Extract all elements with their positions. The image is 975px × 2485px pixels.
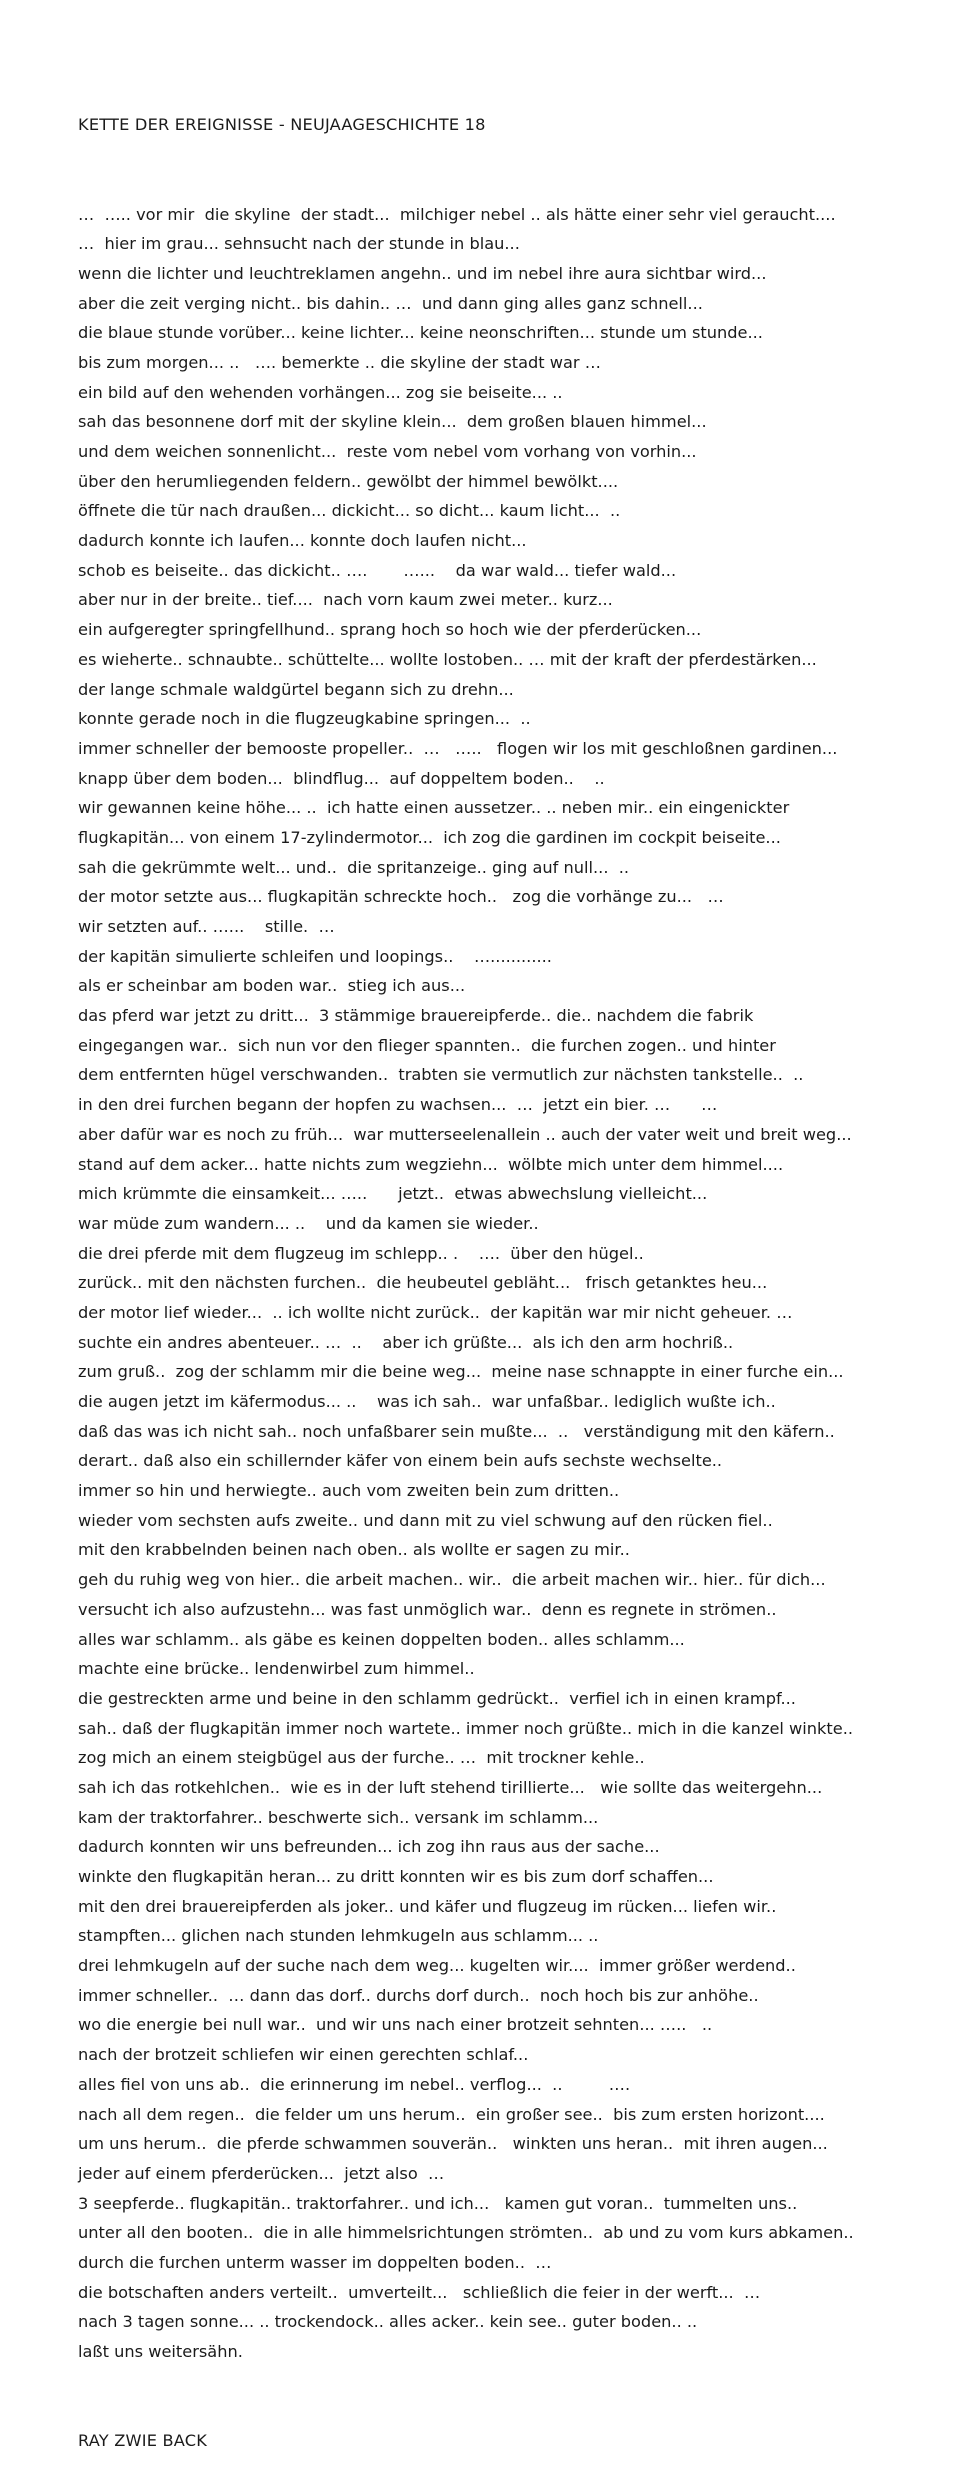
text-line: in den drei furchen begann der hopfen zu wachsen... … jetzt ein bier. … …	[78, 1095, 718, 1115]
text-line: zum gruß.. zog der schlamm mir die beine weg... meine nase schnappte in einer furche ein...	[78, 1362, 844, 1382]
text-line: stampften... glichen nach stunden lehmkugeln aus schlamm... ..	[78, 1926, 599, 1946]
text-line: sah das besonnene dorf mit der skyline klein... dem großen blauen himmel...	[78, 412, 707, 432]
story-document	[78, 51, 955, 2485]
text-line: der motor lief wieder... .. ich wollte nicht zurück.. der kapitän war mir nicht geheuer. …	[78, 1302, 793, 1322]
text-line: immer schneller.. … dann das dorf.. durchs dorf durch.. noch hoch bis zur anhöhe..	[78, 1985, 759, 2005]
text-line: geh du ruhig weg von hier.. die arbeit machen.. wir.. die arbeit machen wir.. hier.. für dich...	[78, 1570, 826, 1590]
text-line: … ….. vor mir die skyline der stadt... milchiger nebel .. als hätte einer sehr viel geraucht....	[78, 204, 836, 224]
text-line: die gestreckten arme und beine in den schlamm gedrückt.. verfiel ich in einen krampf...	[78, 1688, 796, 1708]
text-line: aber nur in der breite.. tief.... nach vorn kaum zwei meter.. kurz...	[78, 590, 613, 610]
text-line: wo die energie bei null war.. und wir uns nach einer brotzeit sehnten... ….. ..	[78, 2015, 713, 2035]
author-signature: RAY ZWIE BACK	[78, 2431, 208, 2451]
text-line: und dem weichen sonnenlicht... reste vom nebel vom vorhang von vorhin...	[78, 442, 697, 461]
text-line: alles war schlamm.. als gäbe es keinen doppelten boden.. alles schlamm...	[78, 1629, 685, 1649]
text-line: winkte den flugkapitän heran... zu dritt konnten wir es bis zum dorf schaffen...	[78, 1867, 714, 1886]
text-line: konnte gerade noch in die flugzeugkabine springen... ..	[78, 709, 531, 729]
text-line: laßt uns weitersähn.	[78, 2342, 243, 2361]
text-line: bis zum morgen... .. …. bemerkte .. die skyline der stadt war …	[78, 352, 601, 372]
text-line: daß das was ich nicht sah.. noch unfaßbarer sein mußte... .. verständigung mit den käfern..	[78, 1421, 835, 1441]
text-line: zurück.. mit den nächsten furchen.. die heubeutel gebläht... frisch getanktes heu...	[78, 1273, 768, 1293]
text-line: der lange schmale waldgürtel begann sich zu drehn...	[78, 679, 514, 699]
text-line: machte eine brücke.. lendenwirbel zum himmel..	[78, 1659, 475, 1679]
text-line: jeder auf einem pferderücken... jetzt also …	[78, 2163, 445, 2183]
text-line: 3 seepferde.. flugkapitän.. traktorfahrer.. und ich... kamen gut voran.. tummelten uns..	[78, 2193, 798, 2213]
text-line: versucht ich also aufzustehn... was fast unmöglich war.. denn es regnete in strömen..	[78, 1599, 777, 1619]
text-line: die blaue stunde vorüber... keine lichter... keine neonschriften... stunde um stunde...	[78, 323, 763, 343]
text-line: war müde zum wandern... .. und da kamen sie wieder..	[78, 1213, 539, 1233]
text-line: öffnete die tür nach draußen... dickicht... so dicht... kaum licht... ..	[78, 501, 621, 521]
text-line: dem entfernten hügel verschwanden.. trabten sie vermutlich zur nächsten tankstelle.. ..	[78, 1065, 804, 1085]
text-line: alles fiel von uns ab.. die erinnerung im nebel.. verflog... .. ….	[78, 2074, 631, 2094]
text-line: nach der brotzeit schliefen wir einen gerechten schlaf...	[78, 2045, 529, 2065]
text-line: schob es beiseite.. das dickicht.. …. …... da war wald... tiefer wald...	[78, 560, 677, 580]
document-title: KETTE DER EREIGNISSE - NEUJAAGESCHICHTE 18	[78, 115, 486, 135]
text-line: kam der traktorfahrer.. beschwerte sich.. versank im schlamm...	[78, 1807, 599, 1827]
text-line: nach 3 tagen sonne... .. trockendock.. alles acker.. kein see.. guter boden.. ..	[78, 2312, 698, 2332]
text-line: dadurch konnten wir uns befreunden... ich zog ihn raus aus der sache...	[78, 1837, 660, 1857]
text-line: über den herumliegenden feldern.. gewölbt der himmel bewölkt....	[78, 471, 619, 491]
text-line: derart.. daß also ein schillernder käfer von einem bein aufs sechste wechselte..	[78, 1451, 723, 1471]
text-line: nach all dem regen.. die felder um uns herum.. ein großer see.. bis zum ersten horizont....	[78, 2104, 825, 2124]
text-line: mit den krabbelnden beinen nach oben.. als wollte er sagen zu mir..	[78, 1540, 630, 1560]
text-body	[78, 200, 955, 2367]
text-line: ein bild auf den wehenden vorhängen... zog sie beiseite... ..	[78, 382, 563, 402]
text-line: als er scheinbar am boden war.. stieg ich aus...	[78, 976, 466, 996]
text-line: eingegangen war.. sich nun vor den flieger spannten.. die furchen zogen.. und hinter	[78, 1035, 776, 1055]
text-line: mit den drei brauereipferden als joker.. und käfer und flugzeug im rücken... liefen wir..	[78, 1896, 777, 1916]
text-line: sah.. daß der flugkapitän immer noch wartete.. immer noch grüßte.. mich in die kanzel winkte..	[78, 1718, 854, 1738]
text-line: knapp über dem boden... blindflug... auf doppeltem boden.. ..	[78, 768, 605, 788]
text-line: zog mich an einem steigbügel aus der furche.. … mit trockner kehle..	[78, 1748, 645, 1768]
text-line: sah ich das rotkehlchen.. wie es in der luft stehend tirillierte... wie sollte das weitergehn...	[78, 1777, 823, 1797]
text-line: wir setzten auf.. …... stille. …	[78, 917, 335, 936]
text-line: um uns herum.. die pferde schwammen souverän.. winkten uns heran.. mit ihren augen...	[78, 2134, 828, 2154]
text-line: ein aufgeregter springfellhund.. sprang hoch so hoch wie der pferderücken...	[78, 620, 702, 640]
text-line: aber dafür war es noch zu früh... war mutterseelenallein .. auch der vater weit und breit weg...	[78, 1124, 852, 1144]
text-line: immer so hin und herwiegte.. auch vom zweiten bein zum dritten..	[78, 1481, 620, 1501]
text-line: aber die zeit verging nicht.. bis dahin.. … und dann ging alles ganz schnell...	[78, 293, 703, 313]
text-line: die botschaften anders verteilt.. umverteilt... schließlich die feier in der werft... …	[78, 2282, 761, 2302]
text-line: wieder vom sechsten aufs zweite.. und dann mit zu viel schwung auf den rücken fiel..	[78, 1510, 773, 1530]
text-line: flugkapitän... von einem 17-zylindermotor... ich zog die gardinen im cockpit beiseite...	[78, 827, 781, 847]
text-line: sah die gekrümmte welt... und.. die spritanzeige.. ging auf null... ..	[78, 857, 630, 877]
text-line: die augen jetzt im käfermodus... .. was ich sah.. war unfaßbar.. lediglich wußte ich..	[78, 1392, 776, 1411]
text-line: der kapitän simulierte schleifen und loopings.. …............	[78, 946, 552, 966]
text-line: der motor setzte aus... flugkapitän schreckte hoch.. zog die vorhänge zu... …	[78, 887, 724, 907]
text-line: mich krümmte die einsamkeit... ….. jetzt.. etwas abwechslung vielleicht...	[78, 1184, 708, 1204]
text-line: unter all den booten.. die in alle himmelsrichtungen strömten.. ab und zu vom kurs abkamen..	[78, 2223, 854, 2243]
text-line: wenn die lichter und leuchtreklamen angehn.. und im nebel ihre aura sichtbar wird...	[78, 263, 767, 283]
text-line: … hier im grau... sehnsucht nach der stunde in blau...	[78, 234, 520, 254]
text-line: wir gewannen keine höhe... .. ich hatte einen aussetzer.. .. neben mir.. ein eingenickter	[78, 798, 790, 818]
text-line: drei lehmkugeln auf der suche nach dem weg... kugelten wir.... immer größer werdend..	[78, 1956, 796, 1976]
text-line: es wieherte.. schnaubte.. schüttelte... wollte lostoben.. … mit der kraft der pferdestärken...	[78, 649, 817, 669]
text-line: immer schneller der bemooste propeller.. … ….. flogen wir los mit geschloßnen gardinen...	[78, 738, 838, 758]
text-line: stand auf dem acker... hatte nichts zum wegziehn... wölbte mich unter dem himmel....	[78, 1154, 784, 1174]
text-line: dadurch konnte ich laufen... konnte doch laufen nicht...	[78, 531, 527, 551]
text-line: durch die furchen unterm wasser im doppelten boden.. …	[78, 2252, 552, 2272]
text-line: die drei pferde mit dem flugzeug im schlepp.. . …. über den hügel..	[78, 1243, 644, 1263]
text-line: suchte ein andres abenteuer.. … .. aber ich grüßte... als ich den arm hochriß..	[78, 1332, 734, 1352]
text-line: das pferd war jetzt zu dritt... 3 stämmige brauereipferde.. die.. nachdem die fabrik	[78, 1006, 754, 1026]
